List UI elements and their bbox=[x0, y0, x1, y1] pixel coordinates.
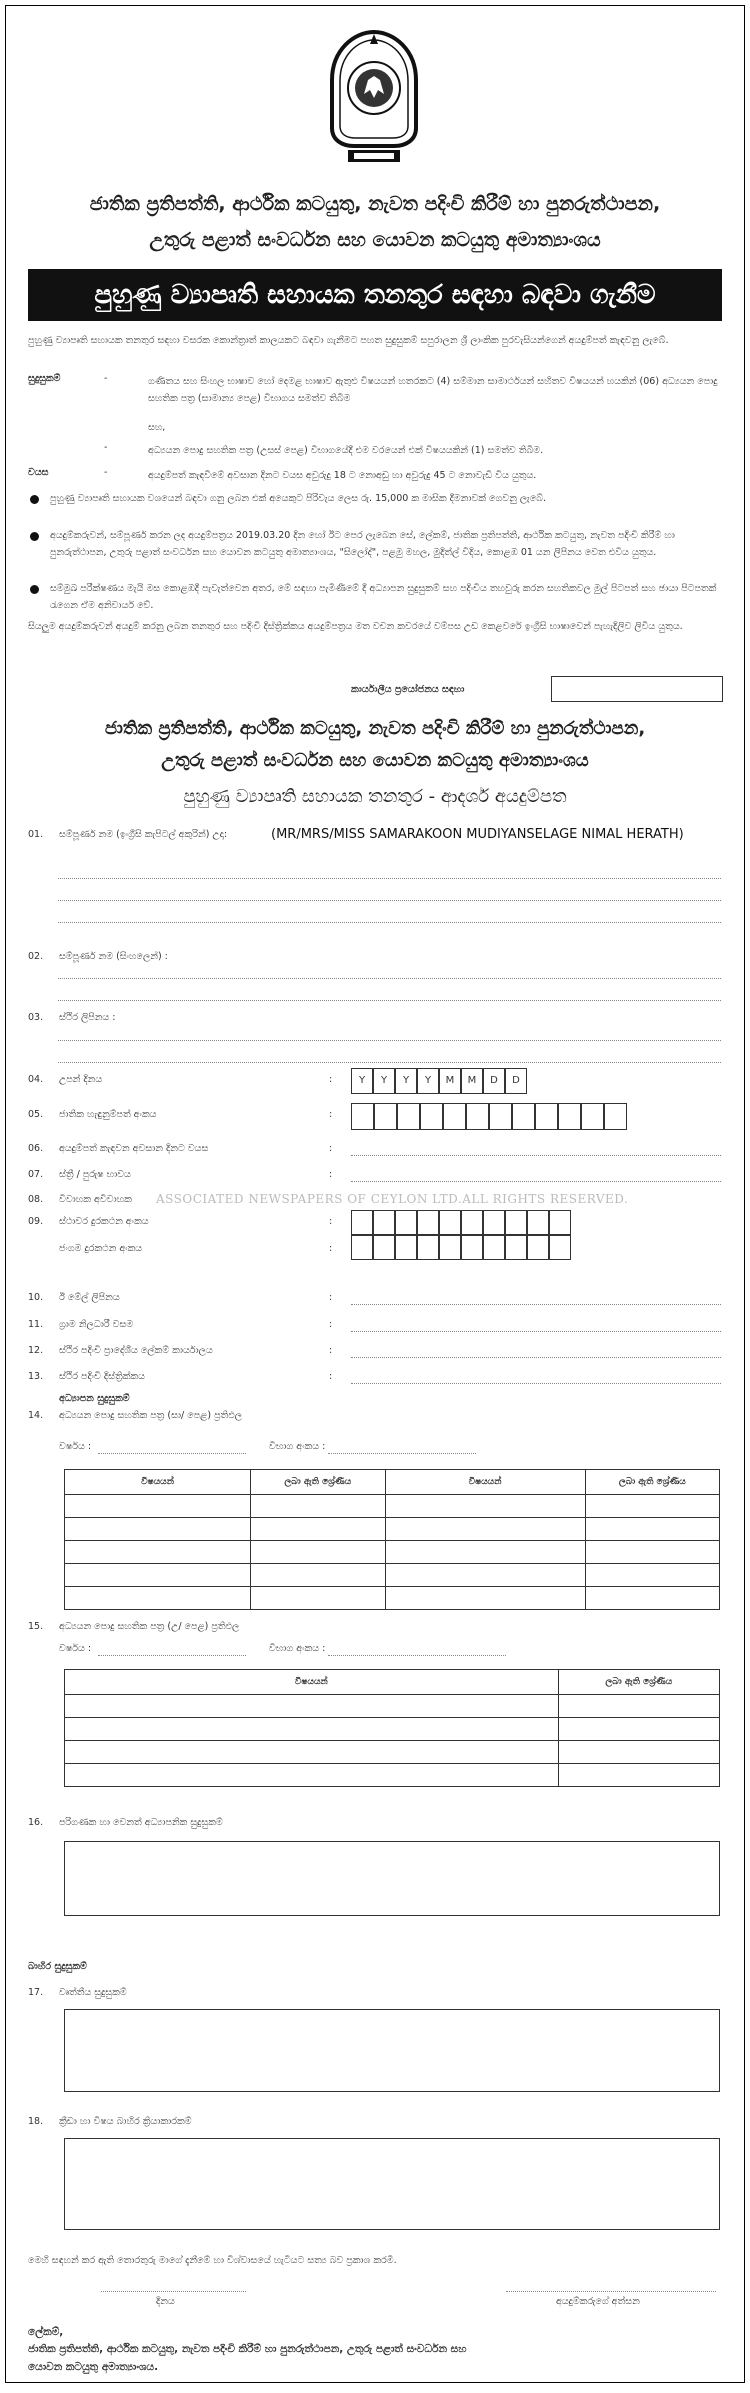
field-11-number: 11. bbox=[28, 1319, 44, 1330]
al-results-table bbox=[64, 1669, 720, 1787]
nic-cell[interactable] bbox=[374, 1103, 397, 1130]
nic-cell[interactable] bbox=[604, 1103, 627, 1130]
colon-10: : bbox=[329, 1292, 333, 1303]
qualification-item-1: ගණිතය සහ සිංහල භාෂාව හෝ දෙමළ භාෂාව ඇතුළු විෂයයන් හතරකට (4) සම්මාන සාමාර්ථයන් සහිතව විෂයයන් හයකින් (06) අධ්‍යයන පොදු සහතික පත්‍ර (සාමාන්‍ය පෙළ) විභාගය සමත්ව තිබීම bbox=[148, 376, 718, 404]
qualifications-label: සුදුසුකම් bbox=[28, 373, 61, 384]
bullet-3 bbox=[30, 585, 39, 594]
field-17-number: 17. bbox=[28, 1987, 44, 1998]
date-signature-line[interactable] bbox=[101, 2291, 246, 2292]
landline-cell[interactable] bbox=[439, 1210, 461, 1235]
bullet-2 bbox=[30, 532, 39, 541]
landline-cell[interactable] bbox=[373, 1210, 395, 1235]
bullet-1 bbox=[30, 495, 39, 504]
al-col-grades: ලබා ඇති ශ්‍රේණිය bbox=[558, 1670, 719, 1695]
sri-lanka-emblem-icon bbox=[324, 28, 424, 166]
al-results-row[interactable] bbox=[65, 1695, 720, 1718]
field-08-label: විවාහක අවිවාහක bbox=[59, 1194, 132, 1205]
landline-cell[interactable] bbox=[505, 1210, 527, 1235]
address-line-2[interactable] bbox=[58, 1062, 721, 1063]
ol-results-table bbox=[64, 1469, 720, 1610]
district-input-line[interactable] bbox=[351, 1383, 721, 1384]
dob-cell[interactable]: Y bbox=[351, 1068, 373, 1094]
declaration-text: මෙහි සඳහන් කර ඇති තොරතුරු මාගේ දැනීමේ හා විශ්වාසයේ හැටියට සත්‍ය බව ප්‍රකාශ කරමි. bbox=[28, 2255, 397, 2266]
field-02-label: සම්පූර්ණ නම (සිංහලෙන්) : bbox=[59, 951, 168, 962]
applicant-signature-line[interactable] bbox=[506, 2291, 716, 2292]
qualification-item-2: අධ්‍යයන පොදු සහතික පත්‍ර (උසස් පෙළ) විභාගයේදී එම වරයෙන් එක් විෂයයකින් (1) සමත්ව තිබීම. bbox=[148, 445, 544, 456]
extra-qualifications-heading: බාහිර සුදුසුකම් bbox=[28, 1961, 87, 1972]
al-index-input-line[interactable] bbox=[328, 1655, 506, 1656]
field-06-number: 06. bbox=[28, 1143, 44, 1154]
gn-division-input-line[interactable] bbox=[351, 1331, 721, 1332]
office-use-box bbox=[551, 676, 723, 702]
field-08-number: 08. bbox=[28, 1194, 44, 1205]
sinhala-name-line-1[interactable] bbox=[58, 978, 721, 979]
mobile-cell[interactable] bbox=[505, 1235, 527, 1260]
form-title: පුහුණු ව්‍යාපෘති සහායක තනතුර - ආදර්ශ අයදුම්පත bbox=[183, 786, 567, 807]
ol-results-row[interactable] bbox=[65, 1564, 720, 1587]
ol-year-input-line[interactable] bbox=[98, 1453, 246, 1454]
footer-ministry-line-1: ජාතික ප්‍රතිපත්ති, ආර්ථික කටයුතු, නැවත පදිංචි කිරීම් හා පුනරුත්ථාපන, උතුරු පළාත් සංවර්ධන සහ bbox=[28, 2343, 467, 2355]
field-16-number: 16. bbox=[28, 1817, 44, 1828]
office-use-label: කාර්යාලීය ප්‍රයෝජනය සඳහා bbox=[351, 684, 465, 695]
nic-cell[interactable] bbox=[351, 1103, 374, 1130]
mobile-cell[interactable] bbox=[373, 1235, 395, 1260]
field-14-number: 14. bbox=[28, 1410, 44, 1421]
intro-paragraph: පුහුණු ව්‍යාපෘති සහායක තනතුර සඳහා වසරක කොන්ත්‍රාත් කාලයකට බඳවා ගැනීමට පහත සුදුසුකම් සපුරාලන ශ්‍රී ලාංකික පුරවැසියන්ගෙන් අයදුම්පත් කැඳවනු ලැබේ. bbox=[28, 335, 669, 346]
field-17-label: වෘත්තීය සුදුසුකම් bbox=[59, 1987, 127, 1998]
landline-cell[interactable] bbox=[395, 1210, 417, 1235]
mobile-cell[interactable] bbox=[483, 1235, 505, 1260]
landline-cell[interactable] bbox=[461, 1210, 483, 1235]
field-03-label: ස්ථිර ලිපිනය : bbox=[59, 1012, 116, 1023]
professional-qualifications-box[interactable] bbox=[64, 2009, 720, 2092]
dob-cell[interactable]: Y bbox=[417, 1068, 439, 1094]
dash-2: - bbox=[104, 442, 108, 453]
field-15-label: අධ්‍යයන පොදු සහතික පත්‍ර (උ/ පෙළ) ප්‍රතිඵල bbox=[59, 1621, 240, 1632]
field-01-example: (MR/MRS/MISS SAMARAKOON MUDIYANSELAGE NIMAL HERATH) bbox=[271, 827, 684, 842]
gender-input-line[interactable] bbox=[351, 1181, 721, 1182]
field-10-number: 10. bbox=[28, 1292, 44, 1303]
dob-cell[interactable]: Y bbox=[395, 1068, 417, 1094]
mobile-cell[interactable] bbox=[461, 1235, 483, 1260]
dob-cell[interactable]: M bbox=[439, 1068, 461, 1094]
ol-col-subjects-2: විෂයයන් bbox=[385, 1470, 585, 1495]
sinhala-name-line-2[interactable] bbox=[58, 1000, 721, 1001]
mobile-cell[interactable] bbox=[351, 1235, 373, 1260]
full-name-line-1[interactable] bbox=[58, 878, 721, 879]
ol-year-label: වර්ෂය : bbox=[59, 1441, 92, 1452]
field-12-number: 12. bbox=[28, 1345, 44, 1356]
advertisement-page bbox=[5, 5, 745, 2383]
ol-index-input-line[interactable] bbox=[328, 1453, 476, 1454]
field-04-label: උපන් දිනය bbox=[59, 1074, 103, 1085]
interview-paragraph: සම්මුඛ පරීක්ෂණය මැයි මස කොළඹදී පැවැත්වෙන අතර, මේ සඳහා පැමිණීමේ දී අධ්‍යාපන සුදුසුකම් සහ පදිංචිය තහවුරු කරන සහතිකවල මුල් පිටපත් සහ ඡායා පිටපතක් රැගෙන ඒම අනිවාර්ය වේ. bbox=[50, 583, 717, 611]
dob-cell[interactable]: D bbox=[483, 1068, 505, 1094]
full-name-line-2[interactable] bbox=[58, 900, 721, 901]
field-07-number: 07. bbox=[28, 1169, 44, 1180]
al-results-row[interactable] bbox=[65, 1741, 720, 1764]
copyright-watermark: ASSOCIATED NEWSPAPERS OF CEYLON LTD.ALL RIGHTS RESERVED. bbox=[156, 1192, 629, 1206]
field-18-number: 18. bbox=[28, 2116, 44, 2127]
field-09-label: ස්ථාවර දුරකථන අංකය bbox=[59, 1216, 149, 1227]
al-year-label: වර්ෂය : bbox=[59, 1643, 92, 1654]
al-results-row[interactable] bbox=[65, 1718, 720, 1741]
nic-cell[interactable] bbox=[420, 1103, 443, 1130]
mobile-cell[interactable] bbox=[417, 1235, 439, 1260]
colon-06: : bbox=[329, 1143, 333, 1154]
dob-cell[interactable]: D bbox=[505, 1068, 527, 1094]
field-01-number: 01. bbox=[28, 829, 44, 840]
colon-12: : bbox=[329, 1345, 333, 1356]
dash-3: - bbox=[104, 467, 108, 478]
email-input-line[interactable] bbox=[351, 1304, 721, 1305]
ministry-title-line-1: ජාතික ප්‍රතිපත්ති, ආර්ථික කටයුතු, නැවත පදිංචි කිරීම් හා පුනරුත්ථාපන, bbox=[89, 193, 661, 215]
field-06-label: අයදුම්පත් කැඳවන අවසාන දිනට වයස bbox=[59, 1143, 209, 1154]
age-label: වයස bbox=[28, 467, 49, 478]
ol-col-grades-1: ලබා ඇති ශ්‍රේණිය bbox=[251, 1470, 385, 1495]
field-03-number: 03. bbox=[28, 1012, 44, 1023]
nic-cell[interactable] bbox=[489, 1103, 512, 1130]
ol-results-row[interactable] bbox=[65, 1518, 720, 1541]
applicant-signature-label: අයදුම්කරුගේ අත්සන bbox=[556, 2296, 640, 2307]
footer-ministry-line-2: යොවන කටයුතු අමාත්‍යාංශය. bbox=[28, 2361, 159, 2373]
colon-09: : bbox=[329, 1216, 333, 1227]
allowance-paragraph: පුහුණු ව්‍යාපෘති සහායක වශයෙන් බඳවා ගනු ලබන එක් අයෙකුට පිරිවැය ලෙස රු. 15,000 ක මාසික දීමනාවක් ගෙවනු ලැබේ. bbox=[50, 493, 547, 504]
al-col-subjects: විෂයයන් bbox=[65, 1670, 559, 1695]
ol-col-grades-2: ලබා ඇති ශ්‍රේණිය bbox=[585, 1470, 719, 1495]
computer-qualifications-box[interactable] bbox=[64, 1841, 720, 1916]
ministry-title-line-2: උතුරු පළාත් සංවර්ධන සහ යොවන කටයුතු අමාත්‍යාංශය bbox=[149, 229, 601, 251]
dob-cell[interactable]: Y bbox=[373, 1068, 395, 1094]
ol-col-subjects-1: විෂයයන් bbox=[65, 1470, 251, 1495]
field-12-label: ස්ථිර පදිංචි ප්‍රාදේශීය ලේකම් කාර්යාලය bbox=[59, 1345, 213, 1356]
submission-paragraph: අයදුම්කරුවන්, සම්පූර්ණ කරන ලද අයදුම්පත්‍රය 2019.03.20 දින හෝ ඊට පෙර ලැබෙන සේ, ලේකම්, ජාතික ප්‍රතිපත්ති, ආර්ථික කටයුතු, නැවත පදිංචි කිරීම් හා පුනරුත්ථාපන, උතුරු පළාත් සංවර්ධන සහ යොවන කටයුතු අමාත්‍යාංශය, "සිලෝද්", පළමු මහල, මුදිත්ල් විදිය, කොළඹ 01 යන ලිපිනය වෙත එවිය යුතුය. bbox=[50, 530, 675, 558]
field-15-number: 15. bbox=[28, 1621, 44, 1632]
field-05-label: ජාතික හැඳුනුම්පත් අංකය bbox=[59, 1109, 157, 1120]
age-input-line[interactable] bbox=[351, 1155, 721, 1156]
al-year-input-line[interactable] bbox=[98, 1655, 246, 1656]
footer-secretary: ලේකම්, bbox=[28, 2326, 64, 2338]
field-05-number: 05. bbox=[28, 1109, 44, 1120]
ol-results-row[interactable] bbox=[65, 1495, 720, 1518]
colon-07: : bbox=[329, 1169, 333, 1180]
closing-paragraph: සියලුම අයදුම්කරුවන් අයදුම් කරනු ලබන තනතුර සහ පදිංචි දිස්ත්‍රික්කය අයදුම්පත්‍රය මත වචන කවරයේ වම්පස උඩ කෙළවරේ ඉංග්‍රීසි භාෂාවෙන් පැහැදිලිව ලිවිය යුතුය. bbox=[28, 621, 683, 632]
mobile-cell[interactable] bbox=[549, 1235, 571, 1260]
age-requirement: අයදුම්පත් කැඳවීමේ අවසාන දිනට වයස අවුරුදු 18 ට නොඅඩු හා අවුරුදු 45 ට නොවැඩි විය යුතුය. bbox=[148, 470, 537, 481]
landline-cell[interactable] bbox=[527, 1210, 549, 1235]
al-results-row[interactable] bbox=[65, 1764, 720, 1787]
ol-results-row[interactable] bbox=[65, 1587, 720, 1610]
mobile-cell[interactable] bbox=[439, 1235, 461, 1260]
form-ministry-line-1: ජාතික ප්‍රතිපත්ති, ආර්ථික කටයුතු, නැවත පදිංචි කිරීම් හා පුනරුත්ථාපන, bbox=[104, 718, 646, 739]
field-18-label: ක්‍රීඩා හා විෂය බාහිර ක්‍රියාකාරකම් bbox=[59, 2116, 192, 2127]
landline-cell[interactable] bbox=[549, 1210, 571, 1235]
field-14-label: අධ්‍යයන පොදු සහතික පත්‍ර (සා/ පෙළ) ප්‍රතිඵල bbox=[59, 1410, 242, 1421]
colon-13: : bbox=[329, 1371, 333, 1382]
qualification-and: සහ, bbox=[148, 422, 166, 433]
nic-cell[interactable] bbox=[443, 1103, 466, 1130]
sports-activities-box[interactable] bbox=[64, 2138, 720, 2230]
field-01-label: සම්පූර්ණ නම (ඉංග්‍රීසි කැපිටල් අකුරින්) උදා: bbox=[59, 829, 228, 840]
nic-cell[interactable] bbox=[397, 1103, 420, 1130]
position-banner: පුහුණු ව්‍යාපෘති සහායක තනතුර සඳහා බඳවා ගැනීම bbox=[28, 269, 722, 321]
date-label: දිනය bbox=[156, 2296, 175, 2307]
education-heading: අධ්‍යාපන සුදුසුකම් bbox=[59, 1393, 130, 1404]
ol-index-label: විභාග අංකය : bbox=[269, 1441, 326, 1452]
landline-cell[interactable] bbox=[351, 1210, 373, 1235]
field-10-label: ඊ මේල් ලිපිනය bbox=[59, 1292, 120, 1303]
nic-cell[interactable] bbox=[581, 1103, 604, 1130]
address-line-1[interactable] bbox=[58, 1040, 721, 1041]
form-ministry-line-2: උතුරු පළාත් සංවර්ධන සහ යොවන කටයුතු අමාත්‍යාංශය bbox=[161, 750, 589, 771]
nic-cell[interactable] bbox=[512, 1103, 535, 1130]
ds-office-input-line[interactable] bbox=[351, 1357, 721, 1358]
landline-cell[interactable] bbox=[417, 1210, 439, 1235]
ol-results-row[interactable] bbox=[65, 1541, 720, 1564]
dash-1: - bbox=[104, 373, 108, 384]
mobile-cell[interactable] bbox=[527, 1235, 549, 1260]
colon-05: : bbox=[329, 1109, 333, 1120]
mobile-cell[interactable] bbox=[395, 1235, 417, 1260]
field-02-number: 02. bbox=[28, 951, 44, 962]
colon-04: : bbox=[329, 1074, 333, 1085]
nic-cell[interactable] bbox=[466, 1103, 489, 1130]
field-04-number: 04. bbox=[28, 1074, 44, 1085]
field-07-label: ස්ත්‍රී / පුරුෂ භාවය bbox=[59, 1169, 131, 1180]
field-09-number: 09. bbox=[28, 1216, 44, 1227]
field-11-label: ග්‍රාම නිලධාරී වසම bbox=[59, 1319, 134, 1330]
landline-cell[interactable] bbox=[483, 1210, 505, 1235]
full-name-line-3[interactable] bbox=[58, 922, 721, 923]
colon-11: : bbox=[329, 1319, 333, 1330]
field-13-number: 13. bbox=[28, 1371, 44, 1382]
dob-cell[interactable]: M bbox=[461, 1068, 483, 1094]
field-09b-label: ජංගම දුරකථන අංකය bbox=[59, 1243, 143, 1254]
field-13-label: ස්ථිර පදිංචි දිස්ත්‍රික්කය bbox=[59, 1371, 145, 1382]
nic-cell[interactable] bbox=[535, 1103, 558, 1130]
colon-09b: : bbox=[329, 1243, 333, 1254]
field-16-label: පරිගණක හා වෙනත් අධ්‍යාපනික සුදුසුකම් bbox=[59, 1817, 223, 1828]
al-index-label: විභාග අංකය : bbox=[269, 1643, 326, 1654]
nic-cell[interactable] bbox=[558, 1103, 581, 1130]
